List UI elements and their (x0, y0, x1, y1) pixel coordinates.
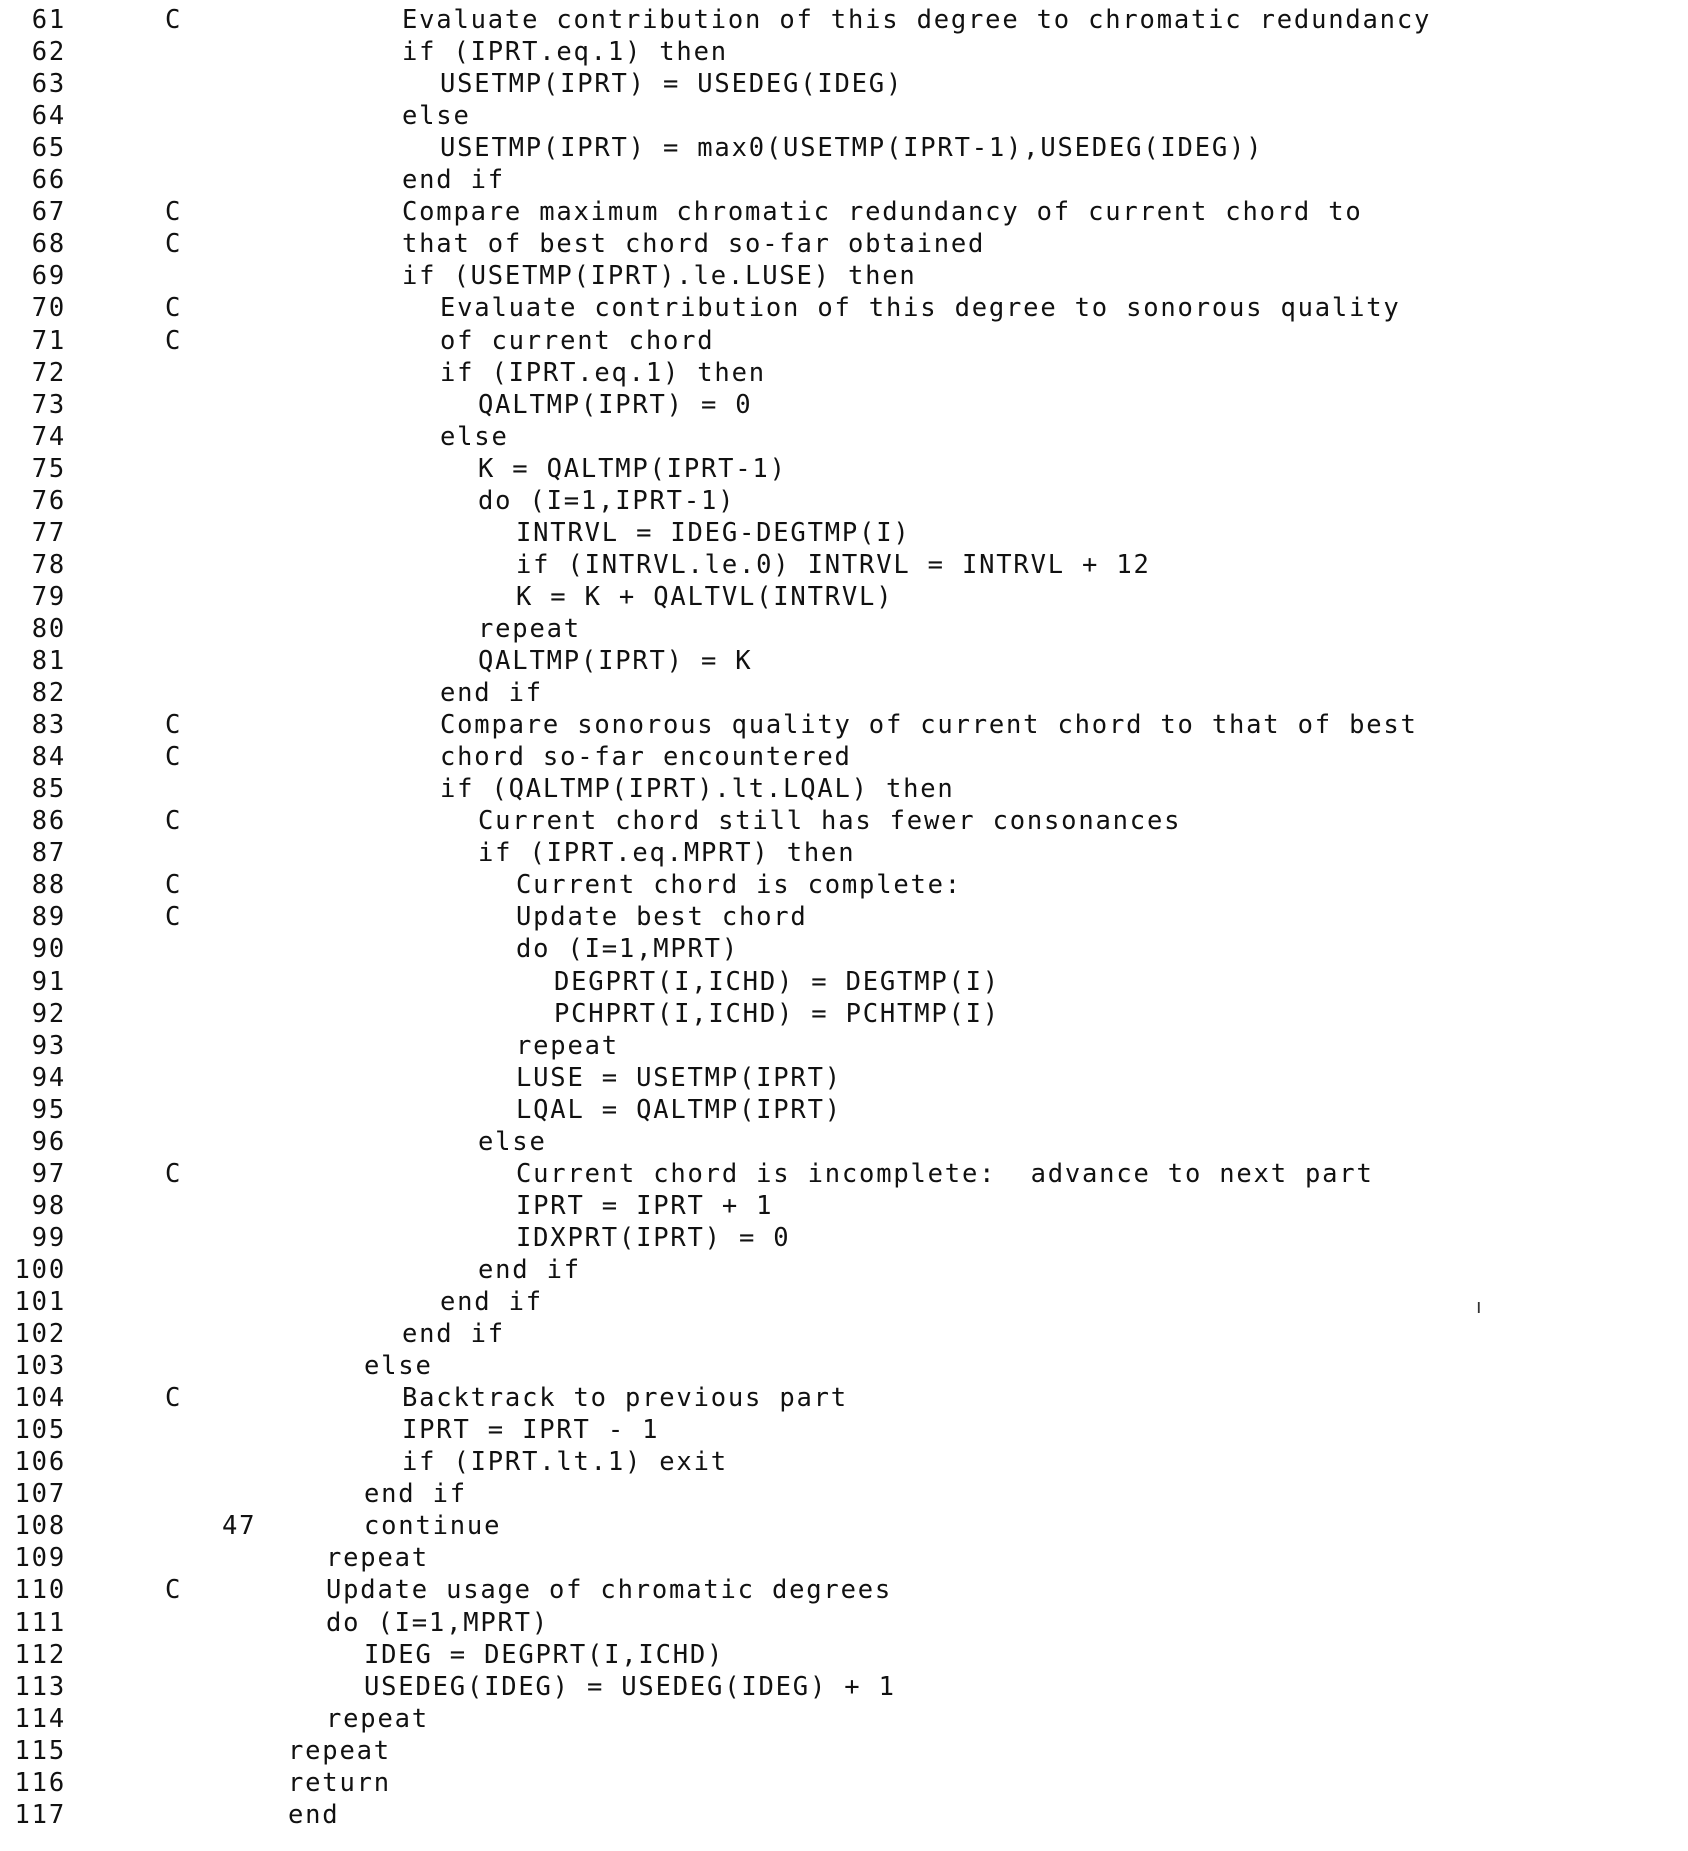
code-line (0, 837, 1688, 869)
line-number: 76 (31, 485, 66, 516)
code-text: LUSE = USETMP(IPRT) (516, 1062, 842, 1093)
line-number: 90 (31, 934, 66, 965)
code-text: Current chord still has fewer consonances (478, 806, 1182, 837)
code-text: IDXPRT(IPRT) = 0 (516, 1222, 791, 1253)
code-text: Evaluate contribution of this degree to sonorous quality (440, 293, 1401, 324)
line-number: 87 (31, 838, 66, 869)
code-text: continue (364, 1511, 502, 1542)
code-text: Current chord is incomplete: advance to next part (516, 1158, 1374, 1189)
line-number: 77 (31, 517, 66, 548)
comment-marker: C (165, 902, 183, 933)
code-text: that of best chord so-far obtained (402, 229, 986, 260)
code-text: of current chord (440, 325, 715, 356)
line-number: 89 (31, 902, 66, 933)
code-line (0, 1767, 1688, 1799)
code-text: K = QALTMP(IPRT-1) (478, 453, 787, 484)
line-number: 82 (31, 678, 66, 709)
code-text: else (364, 1351, 433, 1382)
line-number: 100 (14, 1254, 66, 1285)
line-number: 75 (31, 453, 66, 484)
code-text: do (I=1,IPRT-1) (478, 485, 736, 516)
code-line (0, 1703, 1688, 1735)
line-number: 70 (31, 293, 66, 324)
line-number: 91 (31, 966, 66, 997)
line-number: 67 (31, 197, 66, 228)
line-number: 79 (31, 581, 66, 612)
code-line (0, 68, 1688, 100)
line-number: 92 (31, 998, 66, 1029)
code-text: if (INTRVL.le.0) INTRVL = INTRVL + 12 (516, 549, 1151, 580)
comment-marker: C (165, 293, 183, 324)
code-line (0, 1222, 1688, 1254)
code-text: if (IPRT.eq.1) then (440, 357, 766, 388)
line-number: 117 (14, 1799, 66, 1830)
code-text: Current chord is complete: (516, 870, 962, 901)
code-text: if (USETMP(IPRT).le.LUSE) then (402, 261, 917, 292)
code-line (0, 1094, 1688, 1126)
line-number: 116 (14, 1767, 66, 1798)
code-text: DEGPRT(I,ICHD) = DEGTMP(I) (554, 966, 1000, 997)
line-number: 78 (31, 549, 66, 580)
comment-marker: C (165, 806, 183, 837)
code-text: Compare sonorous quality of current chord to that of best (440, 710, 1418, 741)
comment-marker: C (165, 5, 183, 35)
code-text: IDEG = DEGPRT(I,ICHD) (364, 1639, 725, 1670)
code-line (0, 421, 1688, 453)
line-number: 65 (31, 133, 66, 164)
code-line (0, 1254, 1688, 1286)
code-text: repeat (516, 1030, 619, 1061)
code-text: return (288, 1767, 391, 1798)
line-number: 115 (14, 1735, 66, 1766)
code-text: repeat (478, 613, 581, 644)
code-line (0, 1735, 1688, 1767)
line-number: 107 (14, 1479, 66, 1510)
code-text: do (I=1,MPRT) (326, 1607, 549, 1638)
line-number: 99 (31, 1222, 66, 1253)
code-text: end if (402, 165, 505, 196)
code-line (0, 260, 1688, 292)
comment-marker: C (165, 870, 183, 901)
code-line (0, 613, 1688, 645)
line-number: 63 (31, 69, 66, 100)
code-line (0, 1350, 1688, 1382)
comment-marker: C (165, 1383, 183, 1414)
line-number: 96 (31, 1126, 66, 1157)
line-number: 101 (14, 1287, 66, 1317)
line-number: 73 (31, 389, 66, 420)
comment-marker: C (165, 1575, 183, 1606)
code-text: do (I=1,MPRT) (516, 934, 739, 965)
comment-marker: C (165, 1158, 183, 1189)
code-text: Update usage of chromatic degrees (326, 1575, 893, 1606)
code-line (0, 36, 1688, 68)
code-text: else (440, 421, 509, 452)
line-number: 94 (31, 1062, 66, 1093)
line-number: 109 (14, 1543, 66, 1574)
code-line (0, 164, 1688, 196)
code-text: repeat (326, 1703, 429, 1734)
code-text: INTRVL = IDEG-DEGTMP(I) (516, 517, 911, 548)
code-line (0, 1478, 1688, 1510)
code-text: QALTMP(IPRT) = K (478, 646, 753, 676)
code-text: IPRT = IPRT - 1 (402, 1415, 660, 1446)
code-text: PCHPRT(I,ICHD) = PCHTMP(I) (554, 998, 1000, 1029)
line-number: 74 (31, 421, 66, 452)
code-text: K = K + QALTVL(INTRVL) (516, 581, 894, 612)
code-line (0, 485, 1688, 517)
code-line (0, 1639, 1688, 1671)
code-line (0, 741, 1688, 773)
line-number: 103 (14, 1351, 66, 1382)
code-line (0, 1286, 1688, 1318)
line-number: 108 (14, 1511, 66, 1542)
comment-marker: C (165, 710, 183, 741)
code-text: else (402, 101, 471, 132)
line-number: 88 (31, 870, 66, 901)
code-line (0, 998, 1688, 1030)
code-line (0, 1510, 1688, 1542)
code-line (0, 1671, 1688, 1703)
code-line (0, 1318, 1688, 1350)
code-line (0, 1030, 1688, 1062)
line-number: 69 (31, 261, 66, 292)
code-line (0, 966, 1688, 998)
code-text: end if (478, 1254, 581, 1285)
code-line (0, 1542, 1688, 1574)
line-number: 86 (31, 806, 66, 837)
line-number: 81 (31, 646, 66, 676)
comment-marker: C (165, 742, 183, 773)
code-text: Evaluate contribution of this degree to chromatic redundancy (402, 5, 1432, 35)
code-text: USETMP(IPRT) = USEDEG(IDEG) (440, 69, 904, 100)
code-text: Compare maximum chromatic redundancy of current chord to (402, 197, 1363, 228)
line-number: 80 (31, 613, 66, 644)
code-line (0, 292, 1688, 324)
code-text: if (IPRT.eq.MPRT) then (478, 838, 856, 869)
code-text: LQAL = QALTMP(IPRT) (516, 1094, 842, 1125)
code-line (0, 1382, 1688, 1414)
code-line (0, 773, 1688, 805)
line-number: 64 (31, 101, 66, 132)
code-text: if (QALTMP(IPRT).lt.LQAL) then (440, 774, 955, 805)
code-line (0, 228, 1688, 260)
code-line (0, 709, 1688, 741)
code-text: repeat (288, 1735, 391, 1766)
scan-speck: ı (1476, 1294, 1482, 1318)
code-line (0, 869, 1688, 901)
code-text: end if (440, 678, 543, 709)
code-line (0, 1062, 1688, 1094)
comment-marker: C (165, 229, 183, 260)
line-number: 84 (31, 742, 66, 773)
line-number: 105 (14, 1415, 66, 1446)
code-line (0, 677, 1688, 709)
code-line (0, 4, 1688, 36)
line-number: 112 (14, 1639, 66, 1670)
comment-marker: C (165, 325, 183, 356)
line-number: 97 (31, 1158, 66, 1189)
code-line (0, 389, 1688, 421)
code-text: end (288, 1799, 340, 1830)
code-text: else (478, 1126, 547, 1157)
code-text: USEDEG(IDEG) = USEDEG(IDEG) + 1 (364, 1671, 896, 1702)
line-number: 93 (31, 1030, 66, 1061)
line-number: 62 (31, 37, 66, 68)
code-text: end if (402, 1319, 505, 1350)
code-line (0, 1158, 1688, 1190)
line-number: 102 (14, 1319, 66, 1350)
code-text: QALTMP(IPRT) = 0 (478, 389, 753, 420)
comment-marker: C (165, 197, 183, 228)
line-number: 68 (31, 229, 66, 260)
code-line (0, 132, 1688, 164)
code-line (0, 1574, 1688, 1606)
line-number: 85 (31, 774, 66, 805)
code-line (0, 581, 1688, 613)
code-text: USETMP(IPRT) = max0(USETMP(IPRT-1),USEDEG(IDEG)) (440, 133, 1264, 164)
statement-label: 47 (222, 1511, 257, 1542)
code-line (0, 645, 1688, 677)
code-line (0, 1126, 1688, 1158)
code-line (0, 549, 1688, 581)
line-number: 104 (14, 1383, 66, 1414)
code-text: chord so-far encountered (440, 742, 852, 773)
code-text: Backtrack to previous part (402, 1383, 848, 1414)
code-line (0, 196, 1688, 228)
code-text: IPRT = IPRT + 1 (516, 1190, 774, 1221)
code-line (0, 1446, 1688, 1478)
line-number: 114 (14, 1703, 66, 1734)
code-line (0, 1607, 1688, 1639)
code-text: Update best chord (516, 902, 808, 933)
code-line (0, 325, 1688, 357)
line-number: 113 (14, 1671, 66, 1702)
code-line (0, 1190, 1688, 1222)
line-number: 83 (31, 710, 66, 741)
code-line (0, 805, 1688, 837)
code-line (0, 453, 1688, 485)
line-number: 66 (31, 165, 66, 196)
code-line (0, 357, 1688, 389)
code-line (0, 901, 1688, 933)
line-number: 110 (14, 1575, 66, 1606)
line-number: 72 (31, 357, 66, 388)
code-line (0, 517, 1688, 549)
line-number: 71 (31, 325, 66, 356)
code-text: if (IPRT.lt.1) exit (402, 1447, 728, 1478)
line-number: 98 (31, 1190, 66, 1221)
code-line (0, 933, 1688, 965)
code-line (0, 100, 1688, 132)
line-number: 106 (14, 1447, 66, 1478)
code-text: end if (440, 1287, 543, 1317)
code-line (0, 1414, 1688, 1446)
code-line (0, 1799, 1688, 1831)
line-number: 61 (31, 5, 66, 35)
line-number: 95 (31, 1094, 66, 1125)
code-text: repeat (326, 1543, 429, 1574)
line-number: 111 (14, 1607, 66, 1638)
code-text: if (IPRT.eq.1) then (402, 37, 728, 68)
code-text: end if (364, 1479, 467, 1510)
